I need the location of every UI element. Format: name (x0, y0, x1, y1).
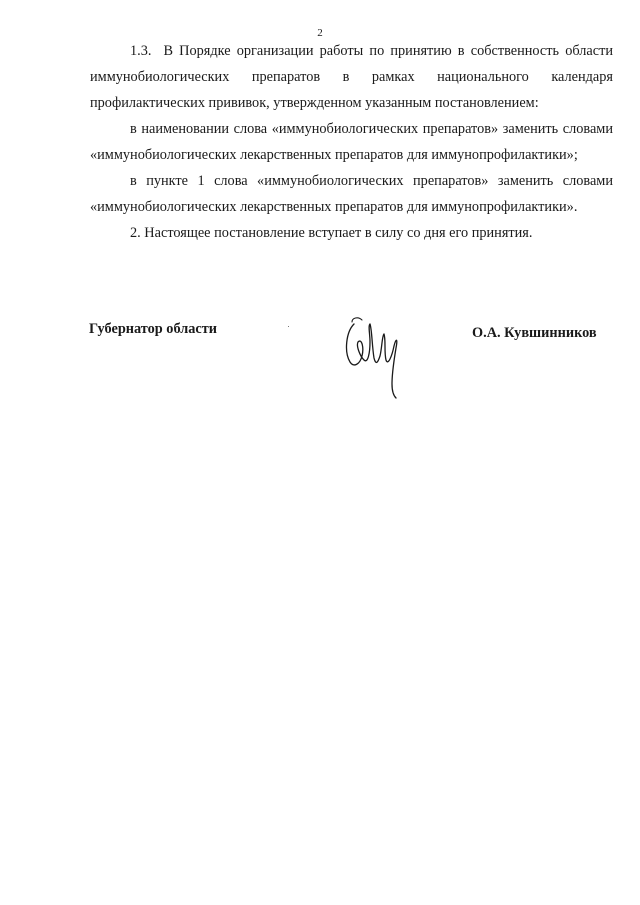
paragraph-effective-date: 2. Настоящее постановление вступает в силу со дня его принятия. (130, 225, 533, 241)
signatory-name: О.А. Кувшинников (472, 325, 597, 341)
paragraph-1-3 (90, 38, 613, 116)
paragraph-number: 1.3. (130, 43, 152, 59)
document-body (90, 38, 613, 246)
paragraph-name-change: в наименовании слова «иммунобиологических препаратов» заменить словами «иммунобиологических лекарственных препаратов для иммунопрофилактики»; (90, 121, 613, 163)
paragraph-text: В Порядке организации работы по принятию в собственность области иммунобиологических препаратов в рамках национального календаря профилактических прививок, утвержденном указанным постановлением: (90, 43, 613, 111)
signatory-position: Губернатор области (89, 321, 218, 337)
handwritten-signature (340, 312, 410, 400)
paragraph-item-1-change: в пункте 1 слова «иммунобиологических препаратов» заменить словами «иммунобиологических лекарственных препаратов для иммунопрофилактики». (90, 173, 613, 215)
page-number: 2 (317, 27, 323, 39)
scan-speck (288, 326, 289, 327)
